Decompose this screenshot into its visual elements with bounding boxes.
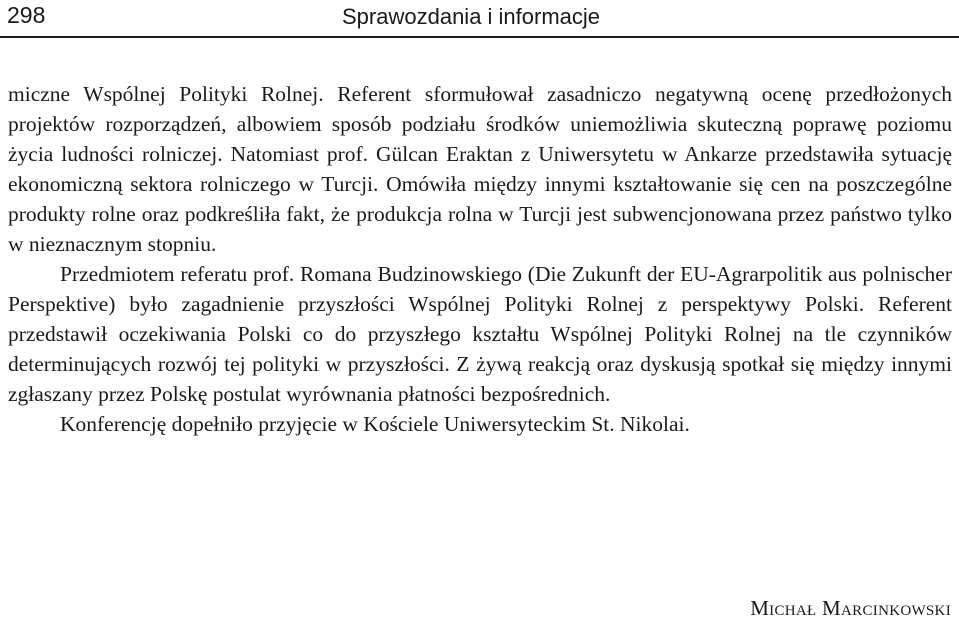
running-head: Sprawozdania i informacje [342, 4, 601, 29]
page-number: 298 [7, 2, 46, 28]
author-signature: Michał Marcinkowski [750, 596, 951, 620]
paragraph: Przedmiotem referatu prof. Romana Budzinowskiego (Die Zukunft der EU-Agrarpolitik aus polnischer Perspektive) było zagadnienie przyszłości Wspólnej Polityki Rolnej z perspektywy Polski. Referent przedstawił oczekiwania Polski co do przyszłego kształtu Wspólnej Polityki Rolnej na tle czynników determinujących rozwój tej polityki w przyszłości. Z żywą reakcją oraz dyskusją spotkał się między innymi zgłaszany przez Polskę postulat wyrównania płatności bezpośrednich. [8, 262, 952, 406]
page-header [0, 0, 959, 38]
paragraph: Konferencję dopełniło przyjęcie w Kościele Uniwersyteckim St. Nikolai. [60, 412, 690, 436]
paragraph: miczne Wspólnej Polityki Rolnej. Referent sformułował zasadniczo negatywną ocenę przedłożonych projektów rozporządzeń, albowiem sposób podziału środków uniemożliwia skuteczną poprawę poziomu życia ludności rolniczej. Natomiast prof. Gülcan Eraktan z Uniwersytetu w Ankarze przedstawiła sytuację ekonomiczną sektora rolniczego w Turcji. Omówiła między innymi kształtowanie się cen na poszczególne produkty rolne oraz podkreśliła fakt, że produkcja rolna w Turcji jest subwencjonowana przez państwo tylko w nieznacznym stopniu. [8, 82, 952, 256]
article-body [8, 79, 952, 439]
